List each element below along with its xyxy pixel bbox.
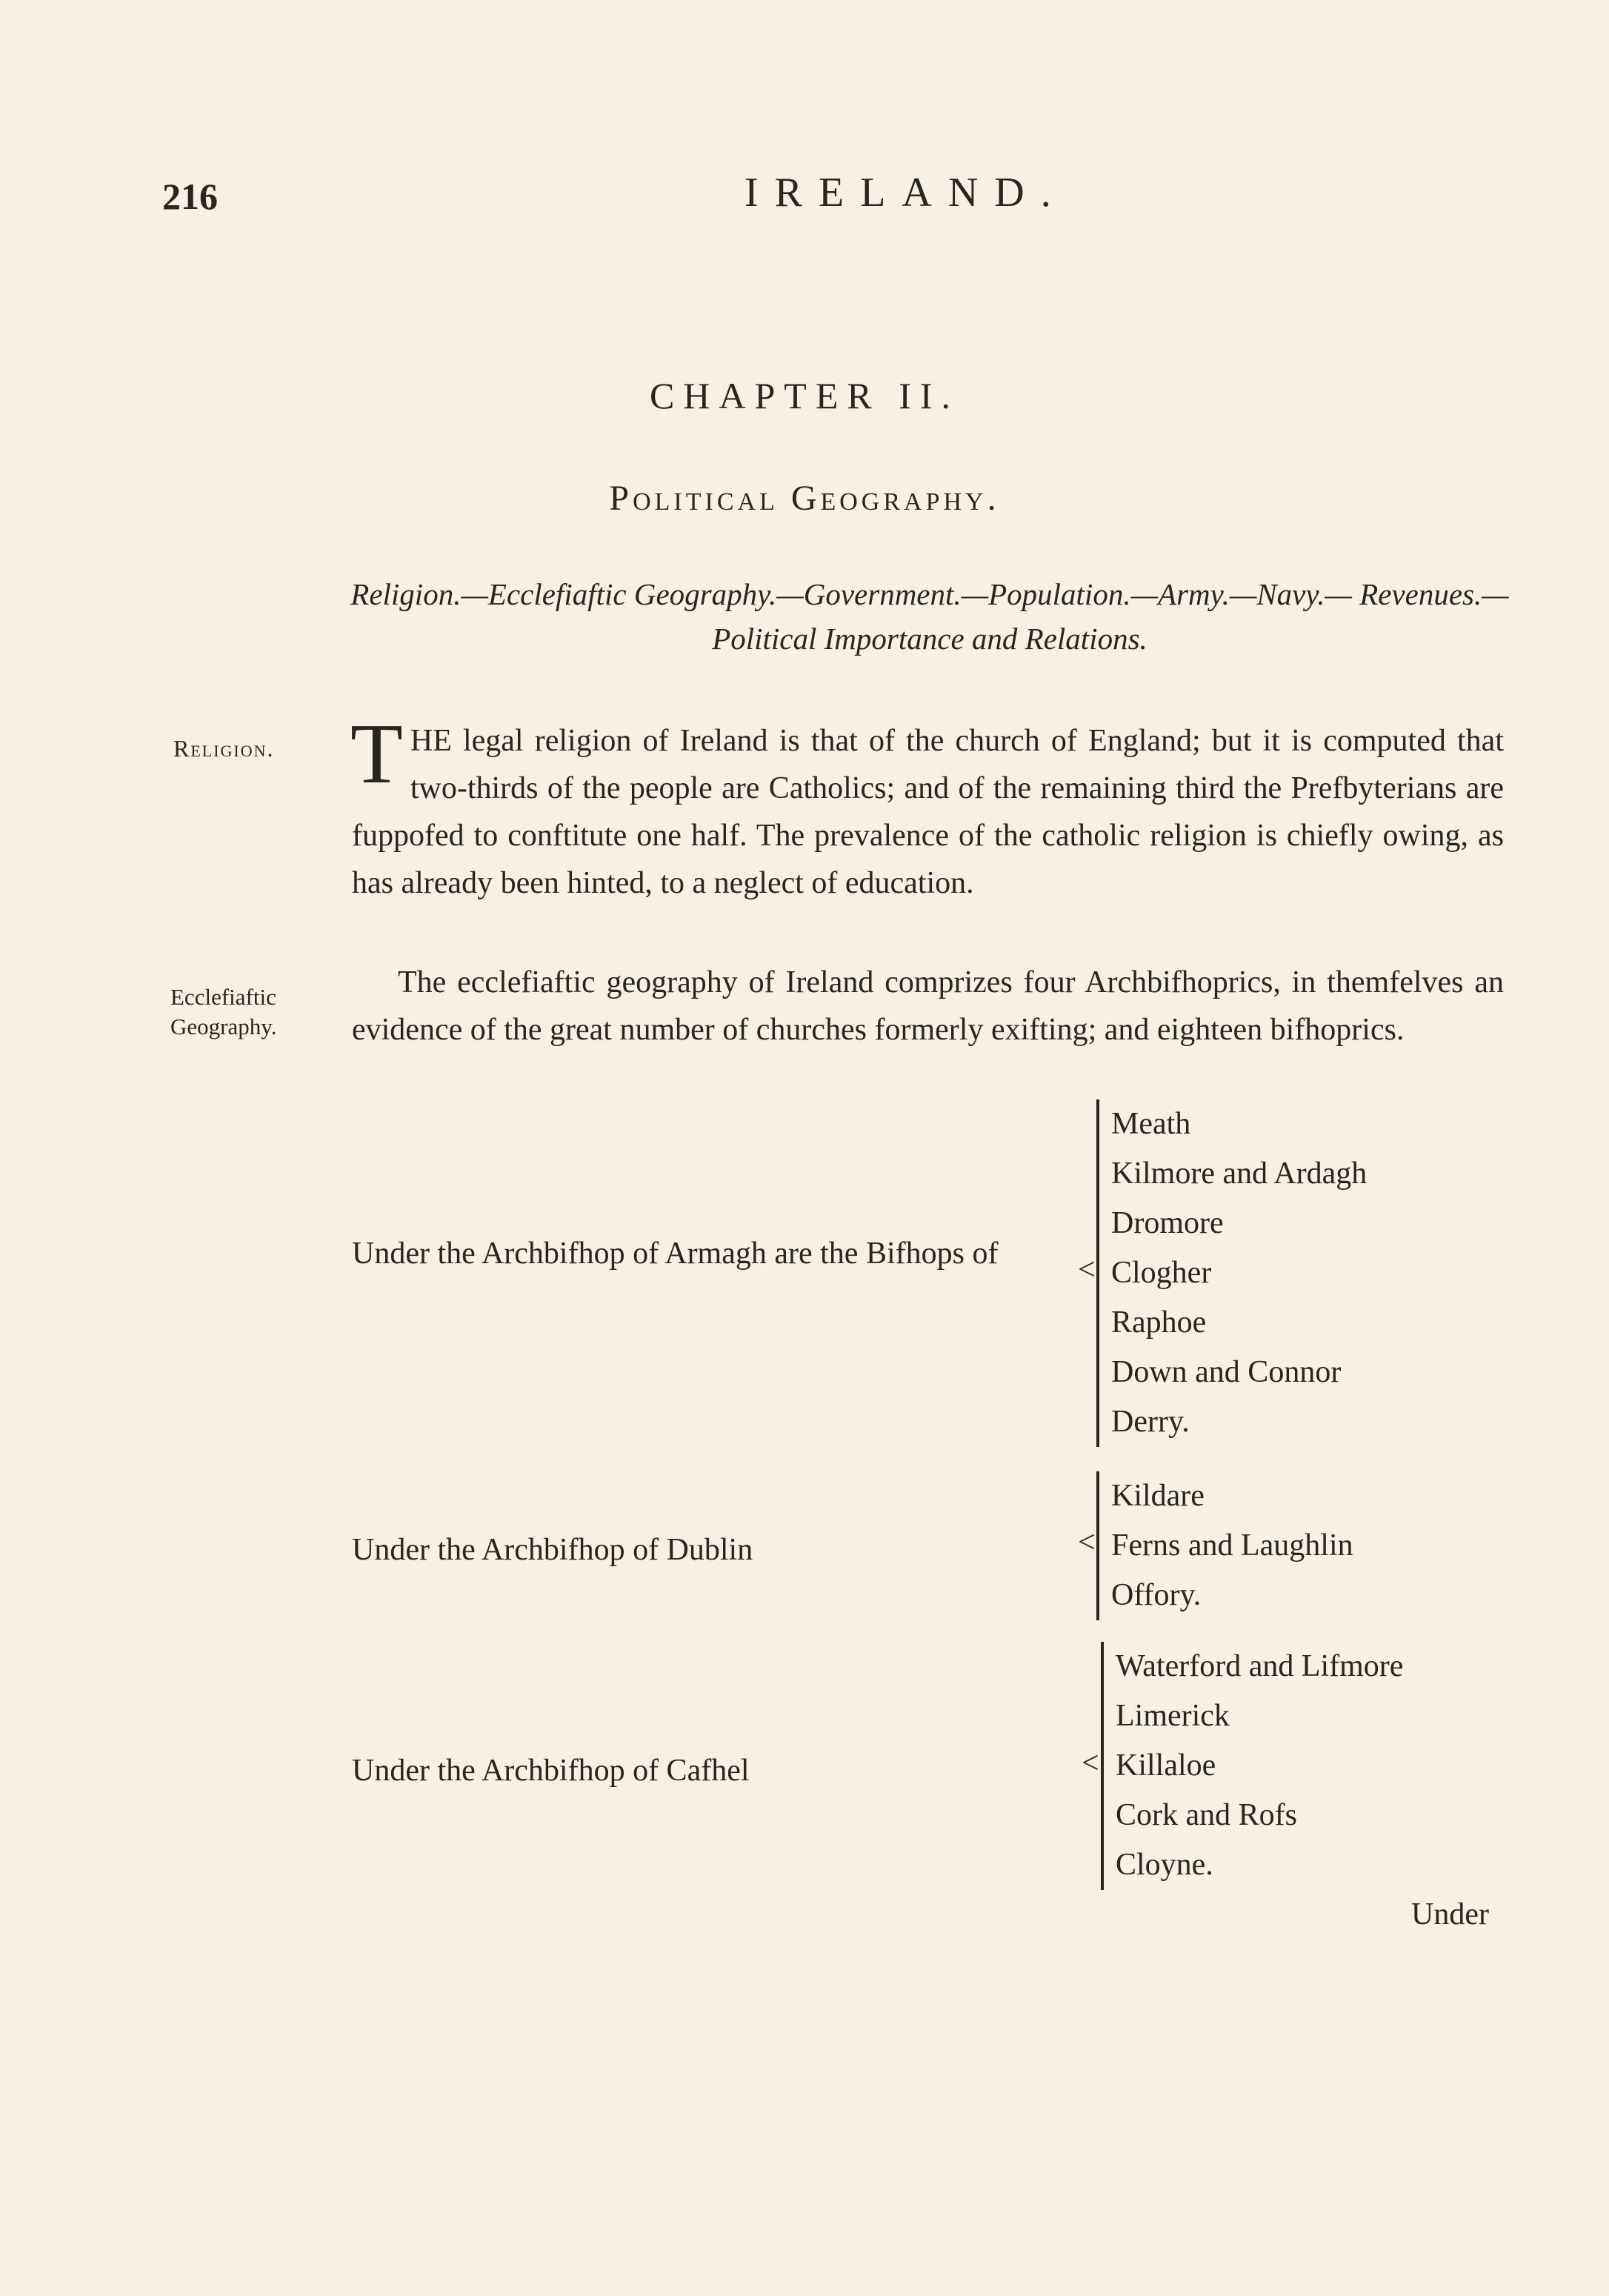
- brace-dublin: <: [1078, 1525, 1096, 1560]
- chapter-title: CHAPTER II.: [649, 375, 960, 416]
- sees-dublin: [1096, 1471, 1353, 1620]
- margin-note-ecclesiastic-line2: Geography.: [170, 1014, 277, 1039]
- section-title: Political Geography.: [609, 479, 1000, 518]
- see-item: Waterford and Lifmore: [1116, 1649, 1404, 1683]
- catchword: Under: [1411, 1897, 1489, 1931]
- see-item: Limerick: [1116, 1699, 1230, 1733]
- sees-armagh: [1096, 1099, 1367, 1447]
- see-item: Dromore: [1111, 1206, 1224, 1240]
- province-cashel-label: Under the Archbifhop of Cafhel: [352, 1754, 750, 1788]
- see-item: Meath: [1111, 1107, 1191, 1141]
- see-item: Clogher: [1111, 1256, 1212, 1290]
- see-item: Kildare: [1111, 1479, 1205, 1513]
- page-number: 216: [162, 176, 218, 217]
- margin-note-ecclesiastic: [170, 982, 276, 1042]
- see-item: Cork and Rofs: [1116, 1798, 1297, 1832]
- see-item: Kilmore and Ardagh: [1111, 1157, 1368, 1191]
- running-head: IRELAND.: [744, 170, 1067, 216]
- see-item: Raphoe: [1111, 1305, 1207, 1340]
- paragraph-ecclesiastic: The ecclefiaftic geography of Ireland comprizes four Archbifhoprics, in themfelves an evidence of the great number of churches formerly exifting; and eighteen bifhoprics.: [352, 965, 1504, 1047]
- see-item: Killaloe: [1116, 1748, 1216, 1783]
- brace-armagh: <: [1078, 1253, 1096, 1287]
- province-armagh-label: Under the Archbifhop of Armagh are the Bifhops of: [352, 1237, 999, 1271]
- see-item: Down and Connor: [1111, 1355, 1342, 1389]
- province-dublin-label: Under the Archbifhop of Dublin: [352, 1533, 753, 1567]
- sees-cashel: [1101, 1642, 1403, 1890]
- paragraph-religion: [350, 707, 1504, 907]
- drop-cap: T: [350, 707, 403, 802]
- see-item: Ferns and Laughlin: [1111, 1528, 1353, 1563]
- chapter-summary: Religion.—Ecclefiaftic Geography.—Government.—Population.—Army.—Navy.— Revenues.—Political Importance and Relations.: [350, 577, 1509, 656]
- margin-note-ecclesiastic-line1: Ecclefiaftic: [170, 984, 276, 1010]
- margin-note-religion: Religion.: [173, 735, 275, 762]
- brace-cashel: <: [1082, 1746, 1099, 1780]
- paragraph-religion-text: HE legal religion of Ireland is that of the church of England; but it is computed that two-thirds of the people are Catholics; and of the remaining third the Prefbyterians are fuppofed to conftitute one half. The prevalence of the catholic religion is chiefly owing, as has already been hinted, to a neglect of education.: [352, 724, 1504, 900]
- see-item: Derry.: [1111, 1405, 1190, 1439]
- see-item: Offory.: [1111, 1578, 1202, 1612]
- see-item: Cloyne.: [1116, 1848, 1213, 1882]
